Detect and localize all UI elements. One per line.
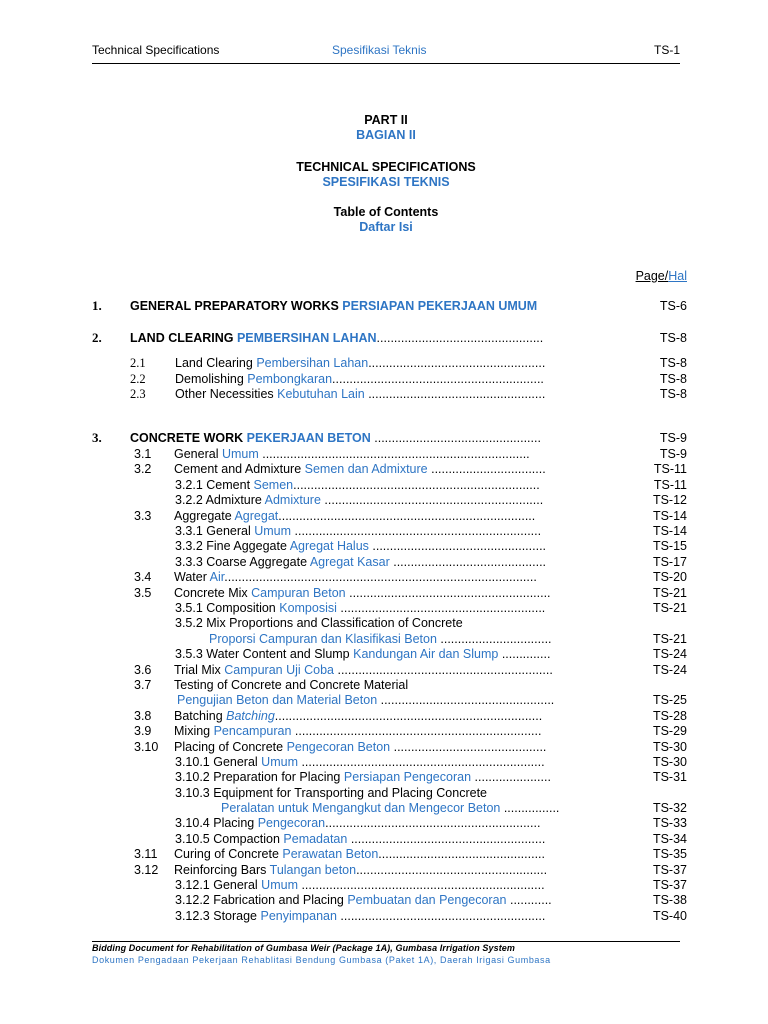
toc-leader-dots: .............................................................	[332, 372, 544, 386]
toc-entry-title	[130, 430, 541, 446]
toc-entry-title-en: 3.5.1 Composition	[175, 601, 280, 615]
toc-entry-title	[175, 492, 543, 508]
toc-entry-number: 2.2	[130, 372, 146, 386]
toc-entry-title-id: Batching	[226, 709, 275, 723]
toc-entry-title-id: Pencampuran	[213, 724, 292, 738]
toc-entry-title	[174, 723, 541, 739]
toc-entry-title	[175, 769, 551, 785]
toc-entry-page: TS-32	[652, 801, 687, 815]
toc-entry-title-id: Semen	[253, 478, 294, 492]
footer-line-en: Bidding Document for Rehabilitation of Gumbasa Weir (Package 1A), Gumbasa Irrigation System	[92, 943, 516, 953]
toc-entry	[0, 769, 768, 785]
toc-entry-title-en: Other Necessities	[175, 387, 278, 401]
toc-leader-dots: ......................	[471, 770, 551, 784]
toc-entry-title-en: 3.10.4 Placing	[175, 816, 258, 830]
toc-entry-title-en: 3.3.3 Coarse Aggregate	[175, 555, 310, 569]
header-title-id: Spesifikasi Teknis	[332, 43, 427, 57]
toc-entry	[0, 523, 768, 539]
toc-entry	[0, 492, 768, 508]
toc-entry-page: TS-14	[652, 509, 687, 523]
toc-entry-title-id: Peralatan untuk Mengangkut dan Mengecor Beton	[221, 801, 501, 815]
toc-entry-title-id: Agregat Kasar	[309, 555, 390, 569]
toc-entry-title-id: Pembersihan Lahan	[256, 356, 369, 370]
toc-entry-title-en: Concrete Mix	[174, 586, 252, 600]
toc-entry-title-en: 3.3.2 Fine Aggegate	[175, 539, 290, 553]
toc-entry-title-id: Penyimpanan	[260, 909, 337, 923]
toc-entry	[0, 585, 768, 601]
toc-entry-title-en: 3.5.2 Mix Proportions and Classification of Concrete	[175, 616, 463, 630]
toc-entry-title-en: 3.10.2 Preparation for Placing	[175, 770, 344, 784]
toc-leader-dots: ..............................................................	[325, 816, 541, 830]
toc-entry-title	[175, 754, 545, 770]
header-title-en: Technical Specifications	[92, 43, 220, 57]
toc-entry-title-id: Kebutuhan Lain	[277, 387, 365, 401]
toc-leader-dots: ................................................	[370, 431, 541, 445]
part-title: PART II	[364, 113, 408, 127]
toc-entry-title	[177, 692, 554, 708]
toc-leader-dots: ................................................	[378, 847, 545, 861]
toc-title: Table of Contents	[333, 205, 439, 219]
toc-entry-page: TS-33	[652, 816, 687, 830]
toc-entry-title-en: Water	[174, 570, 210, 584]
toc-entry-page: TS-9	[659, 431, 687, 445]
toc-entry	[0, 330, 768, 346]
toc-entry-title-id: PEMBERSIHAN LAHAN	[236, 331, 377, 345]
toc-entry-title	[174, 677, 408, 693]
toc-entry-title	[174, 585, 551, 601]
toc-leader-dots: ............	[506, 893, 552, 907]
toc-entry-title-id: Perawatan Beton	[282, 847, 379, 861]
toc-entry	[0, 386, 768, 402]
toc-entry-title	[174, 508, 535, 524]
toc-entry-page: TS-21	[652, 586, 687, 600]
toc-entry-title-id: Agregat Halus	[289, 539, 369, 553]
toc-entry-title	[174, 846, 545, 862]
toc-entry-title	[175, 877, 545, 893]
toc-entry-title-id: Pemadatan	[283, 832, 348, 846]
page-header	[92, 43, 680, 61]
toc-entry-page: TS-31	[652, 770, 687, 784]
toc-entry-title	[175, 538, 546, 554]
footer-rule	[92, 941, 680, 942]
toc-entry-number: 3.8	[134, 709, 152, 723]
toc-entry-title-en: General	[174, 447, 222, 461]
toc-entry-title-id: Admixture	[264, 493, 321, 507]
toc-leader-dots: .............................................................................	[274, 709, 543, 723]
toc-entry-title-en: 3.2.1 Cement	[175, 478, 254, 492]
toc-leader-dots: ..............................................................	[334, 663, 553, 677]
toc-entry-title-en: Curing of Concrete	[174, 847, 283, 861]
toc-entry	[0, 538, 768, 554]
toc-entry-title-en: 3.10.1 General	[175, 755, 262, 769]
toc-leader-dots: ............................................	[390, 740, 547, 754]
toc-entry-number: 3.11	[134, 847, 158, 861]
toc-entry-number: 3.6	[134, 663, 152, 677]
toc-entry-number: 2.1	[130, 356, 146, 370]
toc-entry-page: TS-17	[652, 555, 687, 569]
toc-entry-number: 3.3	[134, 509, 152, 523]
toc-entry-title	[221, 800, 559, 816]
toc-title-id: Daftar Isi	[359, 220, 413, 234]
toc-entry-page: TS-21	[652, 601, 687, 615]
toc-entry	[0, 831, 768, 847]
toc-entry-title	[175, 554, 546, 570]
toc-entry-page: TS-11	[653, 478, 687, 492]
toc-entry-number: 3.12	[134, 863, 159, 877]
toc-entry-number: 3.2	[134, 462, 152, 476]
toc-leader-dots: .......................................................	[356, 863, 548, 877]
toc-entry-page: TS-28	[652, 709, 687, 723]
toc-entry-page: TS-12	[652, 493, 687, 507]
toc-entry-title	[175, 386, 545, 402]
toc-entry-page: TS-21	[652, 632, 687, 646]
toc-entry-number: 3.	[92, 430, 102, 445]
toc-entry-title	[175, 908, 545, 924]
toc-entry-page: TS-37	[652, 878, 687, 892]
toc-entry	[0, 371, 768, 387]
toc-entry-page: TS-24	[652, 663, 687, 677]
toc-leader-dots: ......................................................................	[297, 878, 545, 892]
toc-entry-title-id: Umum	[221, 447, 259, 461]
toc-entry-number: 3.1	[134, 447, 152, 461]
toc-entry-title-id: Pembongkaran	[247, 372, 333, 386]
toc-entry	[0, 708, 768, 724]
toc-entry-page: TS-35	[652, 847, 687, 861]
toc-entry-title	[174, 708, 542, 724]
tech-spec-title-id: SPESIFIKASI TEKNIS	[322, 175, 450, 189]
tech-spec-title: TECHNICAL SPECIFICATIONS	[296, 160, 476, 174]
toc-entry-title-id: PEKERJAAN BETON	[246, 431, 371, 445]
toc-entry-title-id: Agregat	[234, 509, 279, 523]
toc-entry-title-id: Umum	[261, 755, 298, 769]
toc-leader-dots: ..............	[498, 647, 551, 661]
toc-entry-title	[174, 461, 546, 477]
toc-entry	[0, 569, 768, 585]
toc-entry-title-id: Komposisi	[279, 601, 337, 615]
toc-entry-title	[175, 831, 545, 847]
toc-entry	[0, 662, 768, 678]
toc-entry	[0, 739, 768, 755]
toc-entry-title	[175, 815, 540, 831]
toc-entry-title-en: 3.10.3 Equipment for Transporting and Placing Concrete	[175, 786, 487, 800]
toc-entry	[0, 508, 768, 524]
toc-entry-page: TS-25	[652, 693, 687, 707]
toc-entry	[0, 298, 768, 314]
toc-entry	[0, 723, 768, 739]
toc-entry	[0, 846, 768, 862]
toc-entry-page: TS-8	[659, 331, 687, 345]
toc-entry-page: TS-29	[652, 724, 687, 738]
toc-entry-title-en: 3.2.2 Admixture	[175, 493, 265, 507]
toc-entry-page: TS-6	[659, 299, 687, 313]
toc-leader-dots: .......................................................................	[291, 524, 542, 538]
toc-entry	[0, 908, 768, 924]
toc-entry	[0, 815, 768, 831]
toc-entry-title-id: Kandungan Air dan Slump	[353, 647, 499, 661]
toc-entry-title-en: Cement and Admixture	[174, 462, 305, 476]
toc-entry-title	[175, 355, 545, 371]
toc-leader-dots: .................................	[427, 462, 546, 476]
toc-entry	[0, 631, 768, 647]
toc-entry-title-en: Reinforcing Bars	[174, 863, 270, 877]
toc-entry-title-en: 3.12.3 Storage	[175, 909, 261, 923]
toc-entry	[0, 355, 768, 371]
footer-line-id: Dokumen Pengadaan Pekerjaan Rehablitasi Bendung Gumbasa (Paket 1A), Daerah Irigasi Gumbasa	[92, 955, 551, 965]
toc-entry-page: TS-38	[652, 893, 687, 907]
toc-entry-title-en: Land Clearing	[175, 356, 257, 370]
toc-entry-page: TS-8	[659, 372, 687, 386]
toc-entry-title-id: Semen dan Admixture	[304, 462, 428, 476]
toc-entry-page: TS-30	[652, 755, 687, 769]
toc-entry	[0, 862, 768, 878]
toc-entry-title	[130, 330, 543, 346]
toc-entry-page: TS-24	[652, 647, 687, 661]
toc-entry	[0, 446, 768, 462]
toc-entry	[0, 754, 768, 770]
header-rule	[92, 63, 680, 64]
toc-entry-page: TS-8	[659, 356, 687, 370]
toc-entry	[0, 785, 768, 801]
toc-entry-title-en: 3.3.1 General	[175, 524, 255, 538]
toc-leader-dots: ..........................................................................	[278, 509, 536, 523]
toc-entry-page: TS-40	[652, 909, 687, 923]
toc-entry-title-id: Tulangan beton	[269, 863, 357, 877]
toc-leader-dots: .......................................................................	[291, 724, 542, 738]
toc-leader-dots: ................................	[436, 632, 552, 646]
toc-leader-dots: ............................................	[389, 555, 547, 569]
toc-entry-number: 2.3	[130, 387, 146, 401]
toc-entry-page: TS-8	[659, 387, 687, 401]
toc-entry-title-id: Pembuatan dan Pengecoran	[347, 893, 507, 907]
toc-entry-title	[175, 371, 544, 387]
toc-leader-dots: ..........................................................................................	[224, 570, 537, 584]
toc-entry-title-en: Placing of Concrete	[174, 740, 287, 754]
toc-leader-dots: ................	[500, 801, 560, 815]
toc-entry-title	[175, 646, 550, 662]
toc-entry-title	[175, 600, 545, 616]
toc-entry-title	[174, 569, 537, 585]
toc-leader-dots: ...............................................................	[320, 493, 544, 507]
toc-entry	[0, 646, 768, 662]
toc-entry	[0, 892, 768, 908]
toc-leader-dots: ...................................................	[368, 356, 546, 370]
toc-entry-title-en: Aggregate	[174, 509, 235, 523]
toc-entry	[0, 615, 768, 631]
toc-entry-title-en: Mixing	[174, 724, 214, 738]
toc-entry-page: TS-14	[652, 524, 687, 538]
toc-entry-title-id: PERSIAPAN PEKERJAAN UMUM	[342, 299, 538, 313]
header-page-number: TS-1	[653, 43, 680, 57]
toc-entry-title-id: Umum	[261, 878, 298, 892]
toc-entry-page: TS-20	[652, 570, 687, 584]
toc-entry-title-id: Persiapan Pengecoran	[343, 770, 472, 784]
toc-entry	[0, 800, 768, 816]
toc-entry-title	[175, 892, 552, 908]
toc-entry-title-en: Trial Mix	[174, 663, 225, 677]
toc-entry	[0, 554, 768, 570]
toc-leader-dots: ..........................................................	[345, 586, 551, 600]
toc-entry	[0, 692, 768, 708]
toc-entry	[0, 461, 768, 477]
toc-entry-title	[174, 446, 530, 462]
toc-entry-title-en: 3.10.5 Compaction	[175, 832, 284, 846]
toc-entry-title	[175, 477, 540, 493]
toc-entry-title	[174, 662, 553, 678]
toc-entry-title	[175, 523, 541, 539]
toc-entry	[0, 877, 768, 893]
toc-entry	[0, 430, 768, 446]
toc-entry-title	[130, 298, 537, 314]
toc-entry-title	[209, 631, 552, 647]
toc-entry-title-en: LAND CLEARING	[130, 331, 237, 345]
toc-entry-number: 1.	[92, 298, 102, 313]
toc-leader-dots: .............................................................................	[258, 447, 530, 461]
part-title-id: BAGIAN II	[356, 128, 416, 142]
toc-entry-page: TS-11	[653, 462, 687, 476]
toc-entry-title	[174, 862, 547, 878]
toc-leader-dots: ........................................................	[347, 832, 546, 846]
toc-leader-dots: ...................................................	[364, 387, 546, 401]
toc-entry-page: TS-34	[652, 832, 687, 846]
toc-entry-title-en: GENERAL PREPARATORY WORKS	[130, 299, 343, 313]
toc-leader-dots: ......................................................................	[297, 755, 545, 769]
toc-leader-dots: .......................................................................	[293, 478, 540, 492]
toc-leader-dots: ...........................................................	[336, 909, 546, 923]
toc-entry-page: TS-30	[652, 740, 687, 754]
toc-entry-title	[174, 739, 546, 755]
toc-leader-dots: ..................................................	[377, 693, 555, 707]
toc-entry-title-id: Campuran Beton	[251, 586, 346, 600]
toc-entry-title-en: Demolishing	[175, 372, 248, 386]
toc-entry-title-en: Batching	[174, 709, 227, 723]
toc-entry-title-en: 3.5.3 Water Content and Slump	[175, 647, 354, 661]
toc-leader-dots: ................................................	[376, 331, 544, 345]
toc-entry-number: 2.	[92, 330, 102, 345]
toc-entry-number: 3.10	[134, 740, 159, 754]
page-label-en: Page/	[635, 269, 669, 283]
toc-entry-number: 3.5	[134, 586, 152, 600]
toc-entry-page: TS-9	[659, 447, 687, 461]
toc-entry-title	[175, 615, 463, 631]
toc-entry-title-id: Pengecoran Beton	[286, 740, 391, 754]
toc-entry-title-en: 3.12.2 Fabrication and Placing	[175, 893, 348, 907]
toc-entry-title	[175, 785, 487, 801]
toc-entry-title-id: Pengecoran	[257, 816, 326, 830]
toc-entry-title-id: Air	[209, 570, 225, 584]
page-column-label	[636, 269, 687, 283]
toc-entry-page: TS-15	[652, 539, 687, 553]
page-label-id: Hal	[668, 269, 687, 283]
toc-entry-title-en: CONCRETE WORK	[130, 431, 247, 445]
toc-entry-number: 3.7	[134, 678, 152, 692]
toc-entry-number: 3.4	[134, 570, 152, 584]
toc-entry-title-en: Testing of Concrete and Concrete Material	[174, 678, 409, 692]
toc-entry-number: 3.9	[134, 724, 152, 738]
toc-entry	[0, 600, 768, 616]
toc-entry-title-id: Umum	[254, 524, 292, 538]
toc-leader-dots: ..................................................	[368, 539, 547, 553]
toc-entry-title-id: Campuran Uji Coba	[224, 663, 335, 677]
toc-entry	[0, 477, 768, 493]
toc-entry	[0, 677, 768, 693]
toc-entry-page: TS-37	[652, 863, 687, 877]
toc-leader-dots: ...........................................................	[336, 601, 546, 615]
toc-entry-title-en: 3.12.1 General	[175, 878, 262, 892]
toc-entry-title-id: Proporsi Campuran dan Klasifikasi Beton	[209, 632, 437, 646]
toc-entry-title-id: Pengujian Beton dan Material Beton	[177, 693, 378, 707]
